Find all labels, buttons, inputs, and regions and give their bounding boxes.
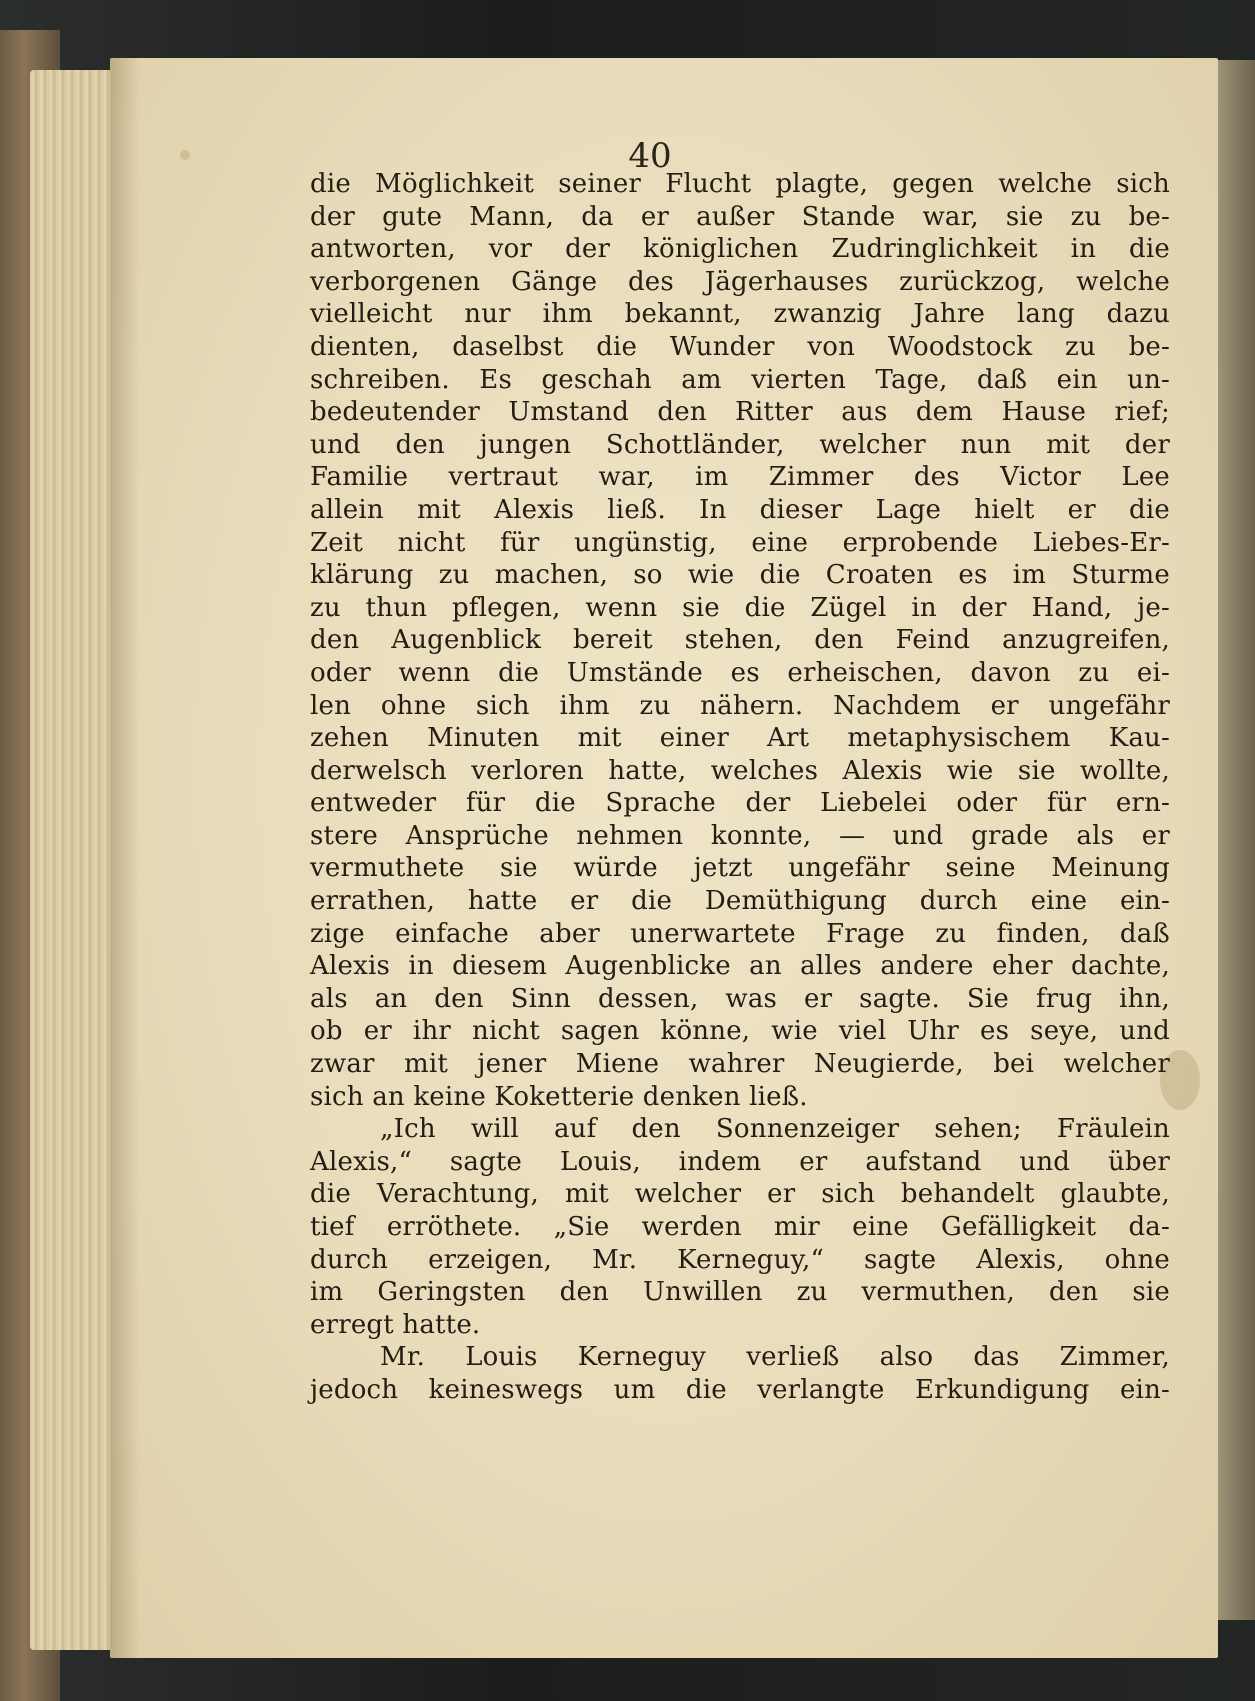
text-line: schreiben. Es geschah am vierten Tage, daß ein un- <box>310 364 1170 395</box>
text-line: Familie vertraut war, im Zimmer des Victor Lee <box>310 462 1170 493</box>
text-line: durch erzeigen, Mr. Kerneguy,“ sagte Alexis, ohne <box>310 1244 1170 1275</box>
text-line: ob er ihr nicht sagen könne, wie viel Uhr es seye, und <box>310 1016 1170 1047</box>
text-line: im Geringsten den Unwillen zu vermuthen, den sie <box>310 1277 1170 1308</box>
text-line: oder wenn die Umstände es erheischen, davon zu ei- <box>310 657 1170 688</box>
page-gutter-shadow <box>110 58 140 1658</box>
text-line: allein mit Alexis ließ. In dieser Lage hielt er die <box>310 494 1170 525</box>
text-line: zige einfache aber unerwartete Frage zu finden, daß <box>310 918 1170 949</box>
text-line: len ohne sich ihm zu nähern. Nachdem er ungefähr <box>310 690 1170 721</box>
text-line: den Augenblick bereit stehen, den Feind anzugreifen, <box>310 625 1170 656</box>
text-line: „Ich will auf den Sonnenzeiger sehen; Fräulein <box>380 1114 1170 1145</box>
text-line: sich an keine Koketterie denken ließ. <box>310 1081 808 1112</box>
text-line: entweder für die Sprache der Liebelei oder für ern- <box>310 788 1170 819</box>
text-line: Alexis,“ sagte Louis, indem er aufstand und über <box>310 1146 1170 1177</box>
text-line: und den jungen Schottländer, welcher nun mit der <box>310 429 1170 460</box>
paper-stain <box>180 150 190 160</box>
text-line: tief erröthete. „Sie werden mir eine Gefälligkeit da- <box>310 1212 1170 1242</box>
text-line: bedeutender Umstand den Ritter aus dem Hause rief; <box>310 397 1170 428</box>
text-line: stere Ansprüche nehmen konnte, — und grade als er <box>310 820 1170 851</box>
text-line: zwar mit jener Miene wahrer Neugierde, bei welcher <box>310 1049 1170 1080</box>
text-line: die Möglichkeit seiner Flucht plagte, gegen welche sich <box>310 169 1170 199</box>
text-line: der gute Mann, da er außer Stande war, sie zu be- <box>310 201 1170 232</box>
text-line: verborgenen Gänge des Jägerhauses zurückzog, welche <box>310 266 1170 297</box>
text-line: vermuthete sie würde jetzt ungefähr seine Meinung <box>310 853 1170 884</box>
text-line: vielleicht nur ihm bekannt, zwanzig Jahre lang dazu <box>310 299 1170 330</box>
text-line: Mr. Louis Kerneguy verließ also das Zimmer, <box>380 1342 1170 1373</box>
page-number: 40 <box>628 136 672 176</box>
text-line: zu thun pflegen, wenn sie die Zügel in der Hand, je- <box>310 592 1170 623</box>
text-line: Alexis in diesem Augenblicke an alles andere eher dachte, <box>310 951 1170 982</box>
text-line: jedoch keineswegs um die verlangte Erkundigung ein- <box>310 1374 1170 1405</box>
text-line: die Verachtung, mit welcher er sich behandelt glaubte, <box>310 1179 1170 1210</box>
book-cover-right <box>1212 60 1255 1620</box>
text-line: dienten, daselbst die Wunder von Woodstock zu be- <box>310 331 1170 362</box>
text-line: Zeit nicht für ungünstig, eine erprobende Liebes-Er- <box>310 527 1170 558</box>
page-text <box>310 168 1170 1407</box>
text-line: erregt hatte. <box>310 1309 481 1340</box>
text-line: antworten, vor der königlichen Zudringlichkeit in die <box>310 234 1170 265</box>
text-line: errathen, hatte er die Demüthigung durch eine ein- <box>310 886 1170 917</box>
text-line: derwelsch verloren hatte, welches Alexis wie sie wollte, <box>310 755 1170 786</box>
text-line: als an den Sinn dessen, was er sagte. Sie frug ihn, <box>310 983 1170 1014</box>
text-line: klärung zu machen, so wie die Croaten es im Sturme <box>310 560 1170 591</box>
text-line: zehen Minuten mit einer Art metaphysischem Kau- <box>310 723 1170 754</box>
